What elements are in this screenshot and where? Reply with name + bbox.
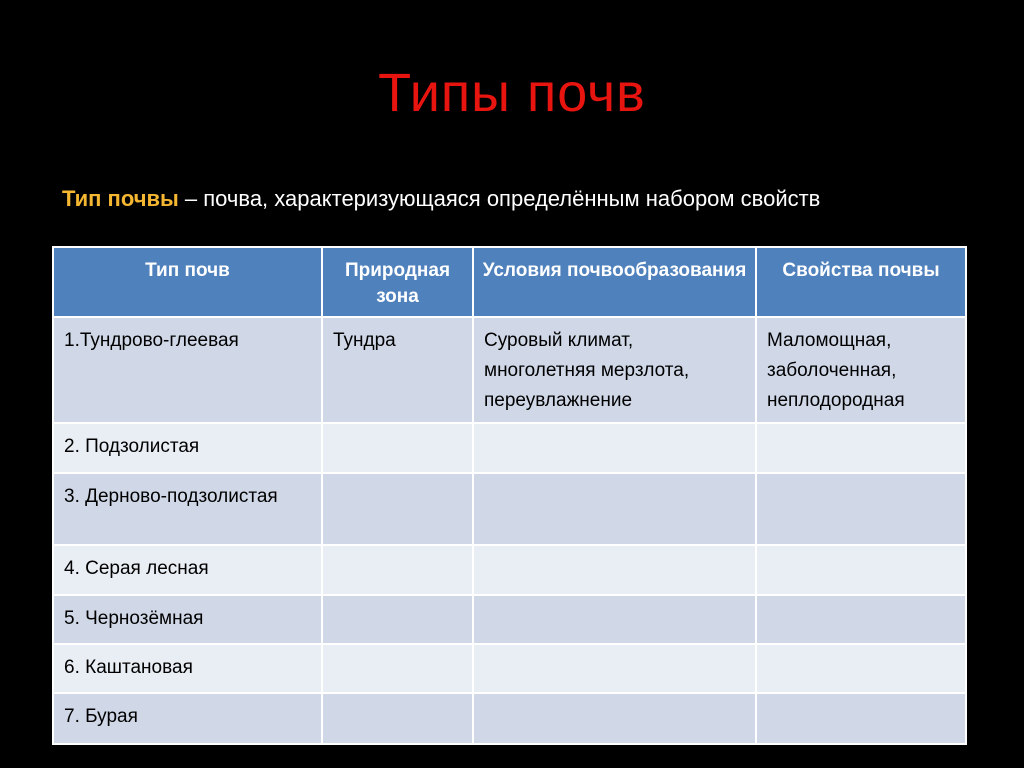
cell-soil-type: 6. Каштановая [53,644,322,693]
cell-soil-type: 5. Чернозёмная [53,595,322,644]
table-row [53,423,966,473]
cell-natural-zone [322,644,473,693]
cell-soil-properties [756,473,966,545]
cell-soil-type: 2. Подзолистая [53,423,322,473]
table-row [53,644,966,693]
table-header-row [53,247,966,317]
table-row [53,693,966,744]
cell-soil-properties: Маломощная, заболоченная, неплодородная [756,317,966,423]
cell-soil-properties [756,644,966,693]
cell-natural-zone [322,473,473,545]
cell-soil-properties [756,545,966,595]
cell-formation-conditions [473,644,756,693]
cell-soil-properties [756,693,966,744]
cell-natural-zone: Тундра [322,317,473,423]
header-formation-conditions: Условия почвообразования [473,247,756,317]
cell-formation-conditions [473,473,756,545]
cell-formation-conditions [473,423,756,473]
definition [62,186,1002,212]
definition-text: – почва, характеризующаяся определённым набором свойств [178,186,821,211]
table-row [53,595,966,644]
cell-soil-type: 3. Дерново-подзолистая [53,473,322,545]
slide-title: Типы почв [378,63,646,123]
cell-natural-zone [322,423,473,473]
cell-natural-zone [322,545,473,595]
header-soil-type: Тип почв [53,247,322,317]
cell-soil-type: 4. Серая лесная [53,545,322,595]
cell-formation-conditions [473,595,756,644]
cell-natural-zone [322,693,473,744]
header-natural-zone: Природная зона [322,247,473,317]
definition-term: Тип почвы [62,186,179,211]
cell-natural-zone [322,595,473,644]
cell-soil-properties [756,423,966,473]
cell-formation-conditions [473,693,756,744]
cell-formation-conditions [473,545,756,595]
header-soil-properties: Свойства почвы [756,247,966,317]
cell-soil-type: 1.Тундрово-глеевая [53,317,322,423]
cell-soil-type: 7. Бурая [53,693,322,744]
cell-soil-properties [756,595,966,644]
cell-formation-conditions: Суровый климат, многолетняя мерзлота, переувлажнение [473,317,756,423]
soil-types-table [52,246,967,745]
table-row [53,317,966,423]
table-row [53,545,966,595]
table-row [53,473,966,545]
